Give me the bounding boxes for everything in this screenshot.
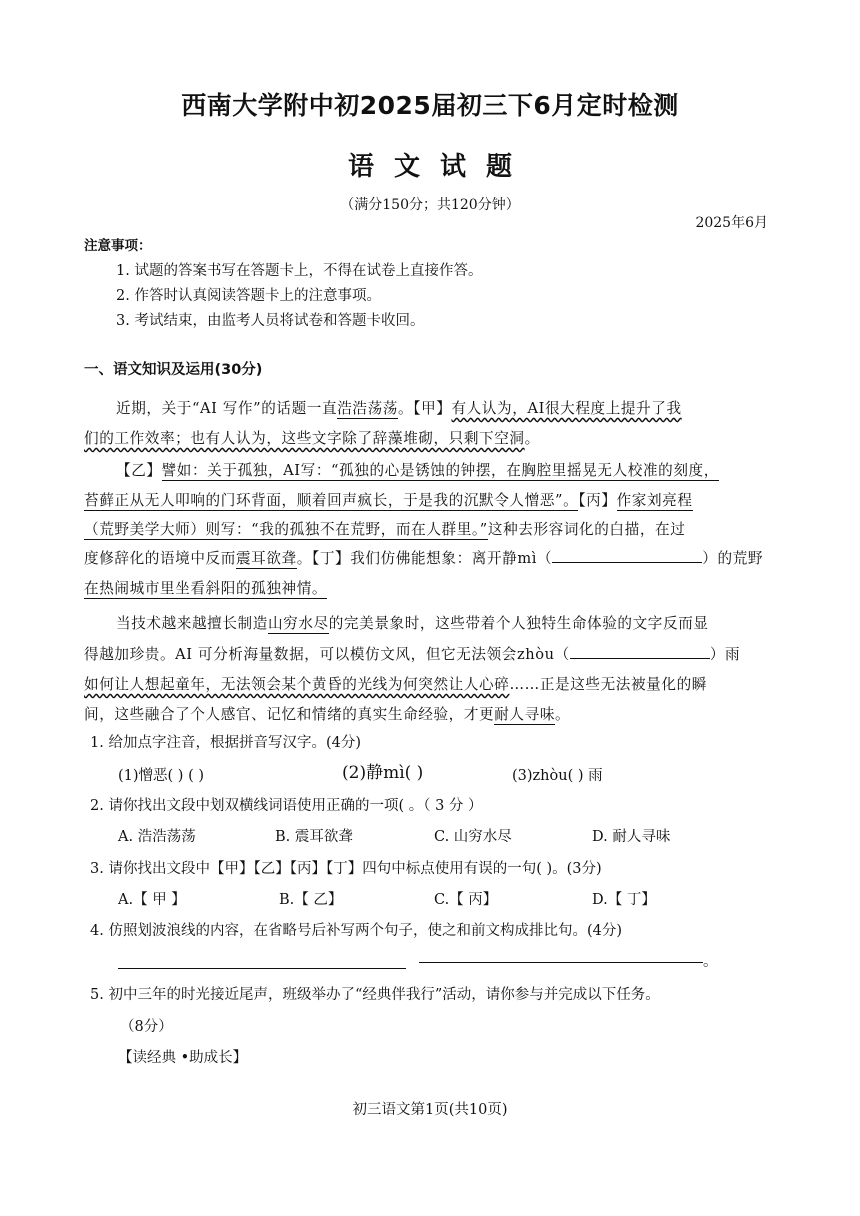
q3-option-d[interactable]: D.【 丁】 [592, 892, 656, 908]
text: 。 [555, 706, 571, 723]
wavy-underlined-text: 有人认为，AI很大程度上提升了我 [451, 400, 682, 417]
underlined-text: 苔藓正从无人叩响的门环背面，顺着回声疯长，于是我的沉默令人憎恶”。 [84, 492, 579, 509]
q3-option-a[interactable]: A.【 甲 】 [118, 892, 186, 908]
q4-end-mark: 。 [703, 954, 718, 970]
double-underlined-word: 浩浩荡荡 [337, 400, 398, 417]
answer-line[interactable] [419, 962, 703, 963]
page-footer: 初三语文第1页(共10页) [352, 1102, 508, 1118]
notice-heading: 注意事项： [84, 238, 152, 254]
score-info: （满分150分；共120分钟） [340, 197, 520, 213]
passage-line [84, 427, 540, 448]
text: 。【丁】我们仿佛能想象：离开静mì（ [296, 550, 553, 567]
double-underlined-word: 震耳欲聋 [235, 550, 297, 567]
double-underlined-word: 耐人寻味 [494, 706, 556, 723]
question-4-stem: 4. 仿照划波浪线的内容，在省略号后补写两个句子，使之和前文构成排比句。(4分) [90, 923, 622, 939]
passage-line [84, 703, 570, 724]
passage-line [116, 459, 719, 480]
passage-line [84, 489, 693, 510]
passage-line [84, 673, 707, 694]
q2-option-d[interactable]: D. 耐人寻味 [592, 829, 671, 845]
text: 的完美景象时，这些带着个人独特生命体验的文字反而显 [328, 615, 709, 632]
passage-line [84, 547, 763, 568]
text: 间，这些融合了个人感官、记忆和情绪的真实生命经验，才更 [84, 706, 495, 723]
passage-line [84, 643, 740, 664]
double-underlined-word: 山穷水尽 [267, 615, 329, 632]
subject-title: 语文试题 [347, 152, 532, 182]
underlined-text: 譬如：关于孤独，AI写：“孤独的心是锈蚀的钟摆，在胸腔里摇晃无人校准的刻度， [161, 462, 719, 479]
underlined-text: 作家刘亮程 [616, 492, 693, 509]
q3-option-c[interactable]: C.【 丙】 [434, 892, 498, 908]
text: 【乙】 [116, 462, 162, 479]
text: ）雨 [709, 646, 741, 663]
text: 。【甲】 [397, 400, 452, 417]
wavy-underlined-text: 们的工作效率；也有人认为，这些文字除了辞藻堆砌，只剩下空洞 [84, 430, 525, 447]
question-2-stem: 2. 请你找出文段中划双横线词语使用正确的一项( 。（ 3 分 ） [90, 798, 483, 814]
text: 度修辞化的语境中反而 [84, 550, 236, 567]
text: 近期，关于“AI 写作”的话题一直 [116, 400, 338, 417]
q5-points: （8分） [120, 1019, 173, 1035]
text: 【丙】 [578, 492, 617, 509]
text: 当技术越来越擅长制造 [116, 615, 268, 632]
passage-line [116, 397, 682, 418]
exam-date: 2025年6月 [695, 215, 768, 231]
passage-line [84, 518, 685, 539]
notice-item: 3. 考试结束，由监考人员将试卷和答题卡收回。 [116, 313, 425, 329]
answer-blank[interactable] [570, 644, 710, 659]
q5-task-heading: 【读经典 •助成长】 [118, 1050, 248, 1066]
text: 。 [524, 430, 540, 447]
notice-item: 1. 试题的答案书写在答题卡上，不得在试卷上直接作答。 [116, 263, 483, 279]
q2-option-a[interactable]: A. 浩浩荡荡 [118, 829, 196, 845]
underlined-text: 在热闹城市里坐看斜阳的孤独神情。 [84, 580, 328, 597]
q2-option-b[interactable]: B. 震耳欲聋 [275, 829, 353, 845]
passage-line [84, 577, 327, 598]
wavy-underlined-text: 如何让人想起童年，无法领会某个黄昏的光线为何突然让人心碎 [84, 676, 510, 693]
q3-option-b[interactable]: B.【 乙】 [279, 892, 343, 908]
passage-line [116, 612, 709, 633]
notice-item: 2. 作答时认真阅读答题卡上的注意事项。 [116, 288, 381, 304]
text: ……正是这些无法被量化的瞬 [509, 676, 707, 693]
text: ）的荒野 [702, 550, 764, 567]
question-1-stem: 1. 给加点字注音，根据拼音写汉字。(4分) [90, 735, 361, 751]
q2-option-c[interactable]: C. 山穷水尽 [434, 829, 512, 845]
answer-line[interactable] [118, 968, 406, 969]
underlined-text: （荒野美学大师）则写：“我的孤独不在荒野，而在人群里。” [84, 521, 488, 538]
question-5-stem: 5. 初中三年的时光接近尾声，班级举办了“经典伴我行”活动，请你参与并完成以下任务。 [90, 987, 660, 1003]
question-3-stem: 3. 请你找出文段中【甲】【乙】【丙】【丁】四句中标点使用有误的一句( )。(3分) [90, 861, 602, 877]
text: 这种去形容词化的白描，在过 [487, 521, 686, 538]
q1-part-3: (3)zhòu( ) 雨 [512, 768, 603, 784]
q1-part-1: (1)憎恶( ) ( ) [118, 768, 204, 784]
section-heading: 一、语文知识及运用(30分) [84, 362, 263, 378]
exam-title: 西南大学附中初2025届初三下6月定时检测 [181, 91, 679, 120]
answer-blank[interactable] [552, 548, 702, 563]
q1-part-2: (2)静mì( ) [342, 763, 424, 783]
text: 得越加珍贵。AI 可分析海量数据，可以模仿文风，但它无法领会zhòu（ [84, 646, 570, 663]
